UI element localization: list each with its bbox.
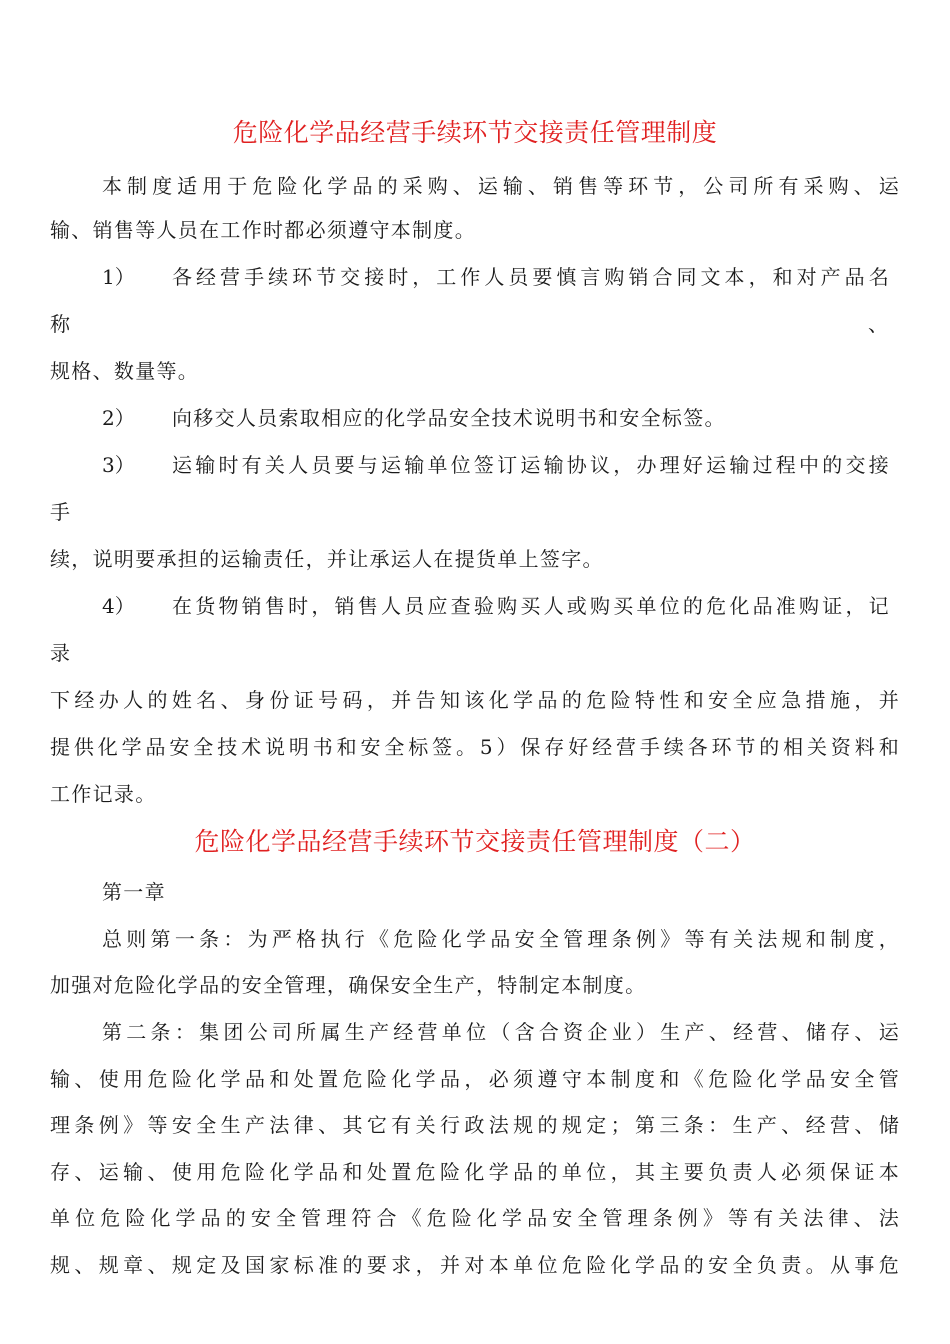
item-text-line: 在货物销售时，销售人员应查验购买人或购买单位的危化品准购证，记 xyxy=(172,594,890,618)
chapter-heading: 第一章 xyxy=(102,880,166,904)
item-text-line: 运输时有关人员要与运输单位签订运输协议，办理好运输过程中的交接 xyxy=(172,453,890,477)
item-text-line: 手 xyxy=(50,500,72,524)
item-text-line: 续，说明要承担的运输责任，并让承运人在提货单上签字。 xyxy=(50,547,604,571)
item-text-trailing-mark: 、 xyxy=(868,312,888,336)
section-title: 危险化学品经营手续环节交接责任管理制度（二） xyxy=(194,827,756,856)
document-title: 危险化学品经营手续环节交接责任管理制度 xyxy=(232,118,718,147)
article-line: 加强对危险化学品的安全管理，确保安全生产，特制定本制度。 xyxy=(50,973,647,997)
item-text-line: 规格、数量等。 xyxy=(50,359,200,383)
article-line: 存、运输、使用危险化学品和处置危险化学品的单位，其主要负责人必须保证本 xyxy=(50,1160,900,1184)
item-number: 2） xyxy=(102,406,135,430)
intro-paragraph-line: 输、销售等人员在工作时都必须遵守本制度。 xyxy=(50,218,476,242)
item-number: 4） xyxy=(102,594,135,618)
item-text-line: 各经营手续环节交接时，工作人员要慎言购销合同文本，和对产品名 xyxy=(172,265,890,289)
item-text-line: 录 xyxy=(50,641,72,665)
article-line: 单位危险化学品的安全管理符合《危险化学品安全管理条例》等有关法律、法 xyxy=(50,1206,900,1230)
item-text-line: 称 xyxy=(50,312,72,336)
item-number: 3） xyxy=(102,453,135,477)
article-line: 输、使用危险化学品和处置危险化学品，必须遵守本制度和《危险化学品安全管 xyxy=(50,1067,900,1091)
item-text-line: 提供化学品安全技术说明书和安全标签。5）保存好经营手续各环节的相关资料和 xyxy=(50,735,900,759)
item-number: 1） xyxy=(102,265,135,289)
article-line: 理条例》等安全生产法律、其它有关行政法规的规定；第三条：生产、经营、储 xyxy=(50,1113,900,1137)
article-line: 总则第一条：为严格执行《危险化学品安全管理条例》等有关法规和制度， xyxy=(102,927,900,951)
article-line: 第二条：集团公司所属生产经营单位（含合资企业）生产、经营、储存、运 xyxy=(102,1020,900,1044)
item-text-line: 下经办人的姓名、身份证号码，并告知该化学品的危险特性和安全应急措施，并 xyxy=(50,688,900,712)
item-text-line: 向移交人员索取相应的化学品安全技术说明书和安全标签。 xyxy=(172,406,726,430)
intro-paragraph-line: 本制度适用于危险化学品的采购、运输、销售等环节，公司所有采购、运 xyxy=(102,174,900,198)
item-text-line: 工作记录。 xyxy=(50,782,157,806)
article-line: 规、规章、规定及国家标准的要求，并对本单位危险化学品的安全负责。从事危 xyxy=(50,1253,900,1277)
